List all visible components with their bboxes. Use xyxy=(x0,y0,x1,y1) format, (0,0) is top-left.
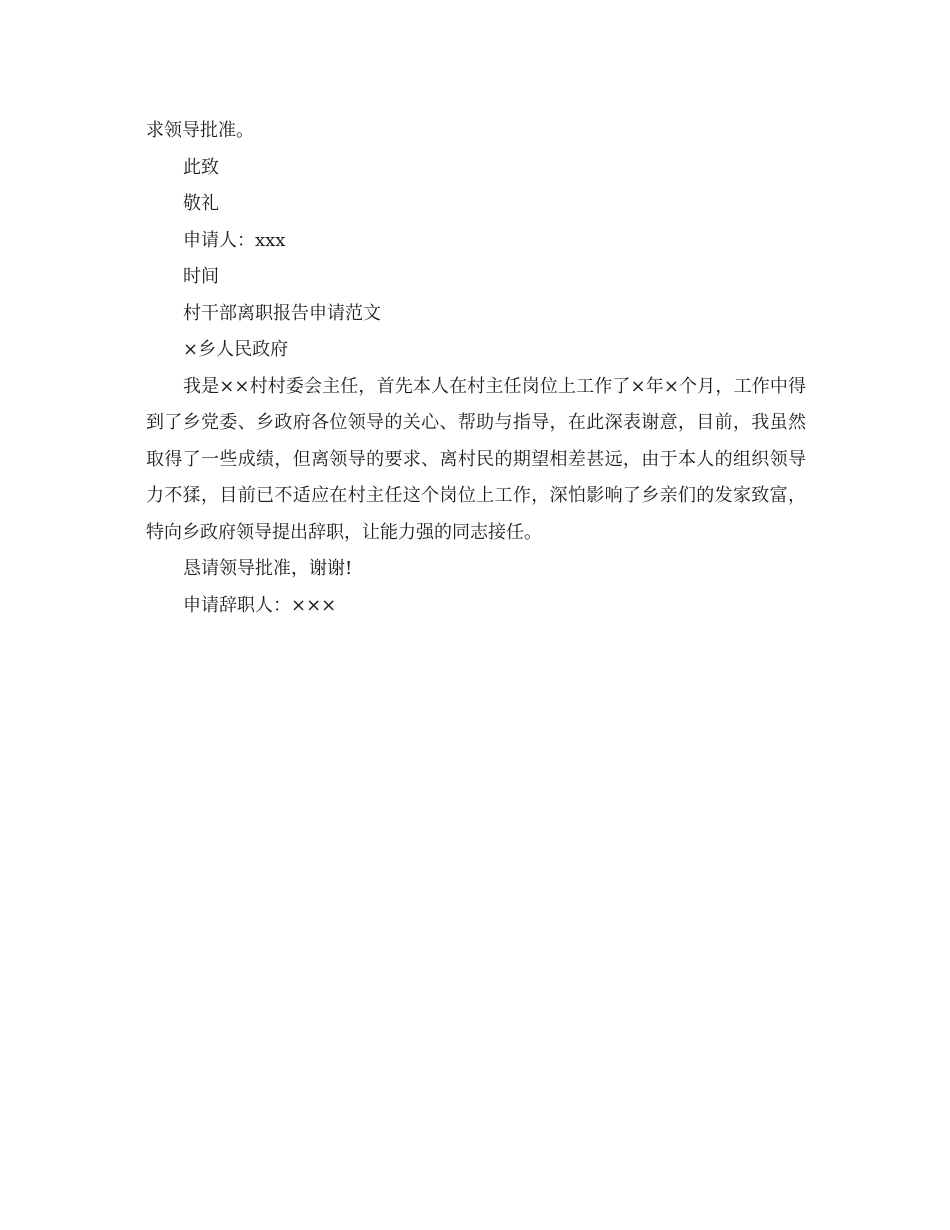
continuation-line: 求领导批准。 xyxy=(146,120,254,141)
document-page xyxy=(146,113,806,624)
request-line: 恳请领导批准，谢谢! xyxy=(183,558,353,579)
closing-salutation-2: 敬礼 xyxy=(183,193,219,214)
addressee-line: ×乡人民政府 xyxy=(183,339,289,360)
sample-title: 村干部离职报告申请范文 xyxy=(183,302,381,324)
closing-salutation-1: 此致 xyxy=(183,156,219,178)
applicant-line: 申请人：xxx xyxy=(183,229,286,251)
resign-applicant-line: 申请辞职人：××× xyxy=(183,594,337,616)
time-line: 时间 xyxy=(183,266,219,287)
body-paragraph: 我是××村村委会主任，首先本人在村主任岗位上工作了×年×个月，工作中得到了乡党委、乡政府各位领导的关心、帮助与指导，在此深表谢意，目前，我虽然取得了一些成绩，但离领导的要求、离村民的期望相差甚远，由于本人的组织领导力不猱，目前已不适应在村主任这个岗位上工作，深怕影响了乡亲们的发家致富，特向乡政府领导提出辞职，让能力强的同志接任。 xyxy=(146,375,806,543)
